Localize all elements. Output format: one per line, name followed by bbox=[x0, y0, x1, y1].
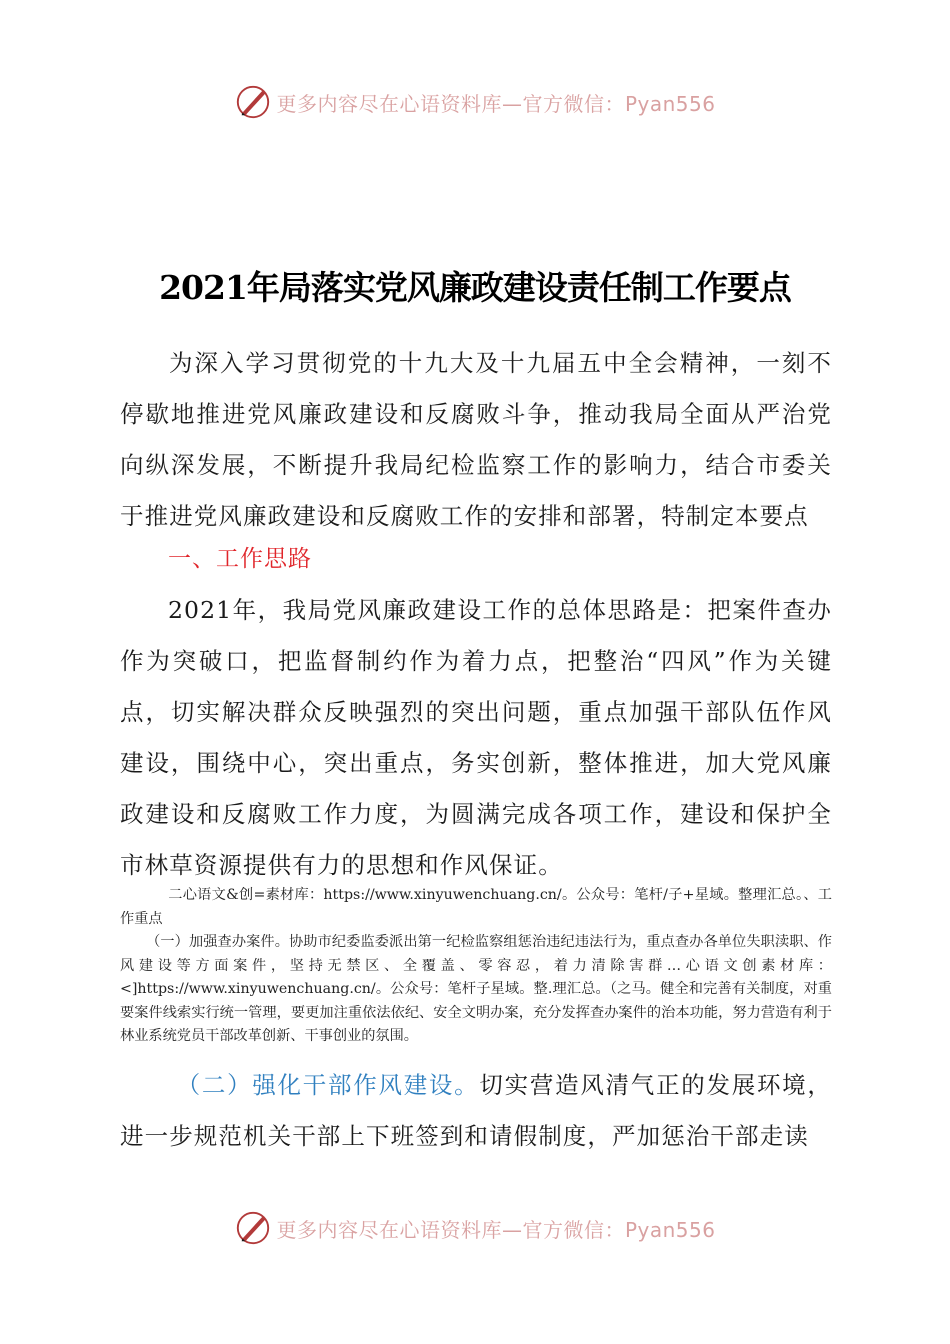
footer-banner bbox=[0, 1206, 950, 1250]
intro-paragraph bbox=[120, 338, 832, 542]
header-banner-text: 更多内容尽在心语资料库—官方微信：Pyan556 bbox=[276, 91, 716, 116]
small-note-1-text: 二心语文&创=素材库：https://www.xinyuwenchuang.cn/。公众号：笔杆/子+星域。整理汇总。、工作重点 bbox=[120, 887, 832, 927]
pen-logo-icon bbox=[234, 1209, 272, 1247]
small-note-1 bbox=[120, 884, 832, 931]
intro-text: 为深入学习贯彻党的十九大及十九届五中全会精神，一刻不停歇地推进党风廉政建设和反腐败斗争，推动我局全面从严治党向纵深发展，不断提升我局纪检监察工作的影响力，结合市委关于推进党风廉政建设和反腐败工作的安排和部署，特制定本要点 bbox=[120, 349, 832, 530]
footer-banner-text: 更多内容尽在心语资料库—官方微信：Pyan556 bbox=[276, 1217, 716, 1242]
header-banner bbox=[0, 80, 950, 124]
section2-text: 切实营造风清气正的发展环境，进一步规范机关干部上下班签到和请假制度，严加惩治干部走读 bbox=[120, 1071, 833, 1150]
document-title: 2021年局落实党风廉政建设责任制工作要点 bbox=[159, 268, 791, 307]
section1-paragraph bbox=[120, 585, 832, 891]
small-note-2 bbox=[120, 931, 832, 1049]
small-note-2-text: （一）加强查办案件。协助市纪委监委派出第一纪检监察组惩治违纪违法行为，重点查办各单位失职渎职、作风建设等方面案件，坚持无禁区、全覆盖、零容忍，着力清除害群…心语文创素材库：<]https://www.xinyuwenchuang.cn/。公众号：笔杆子星域。整.理汇总。（之马。健全和完善有关制度，对重要案件线索实行统一管理，要更加注重依法依纪、安全文明办案，充分发挥查办案件的治本功能，努力营造有利于林业系统党员干部改革创新、干事创业的氛围。 bbox=[120, 934, 832, 1044]
section1-text: 2021年，我局党风廉政建设工作的总体思路是：把案件查办作为突破口，把监督制约作为着力点，把整治“四风”作为关键点，切实解决群众反映强烈的突出问题，重点加强干部队伍作风建设，围绕中心，突出重点，务实创新，整体推进，加大党风廉政建设和反腐败工作力度，为圆满完成各项工作，建设和保护全市林草资源提供有力的思想和作风保证。 bbox=[120, 596, 832, 879]
section2-heading: （二）强化干部作风建设。 bbox=[176, 1071, 480, 1099]
pen-logo-icon bbox=[234, 83, 272, 121]
section1-heading: 一、工作思路 bbox=[168, 546, 312, 572]
section2-paragraph bbox=[120, 1060, 832, 1162]
